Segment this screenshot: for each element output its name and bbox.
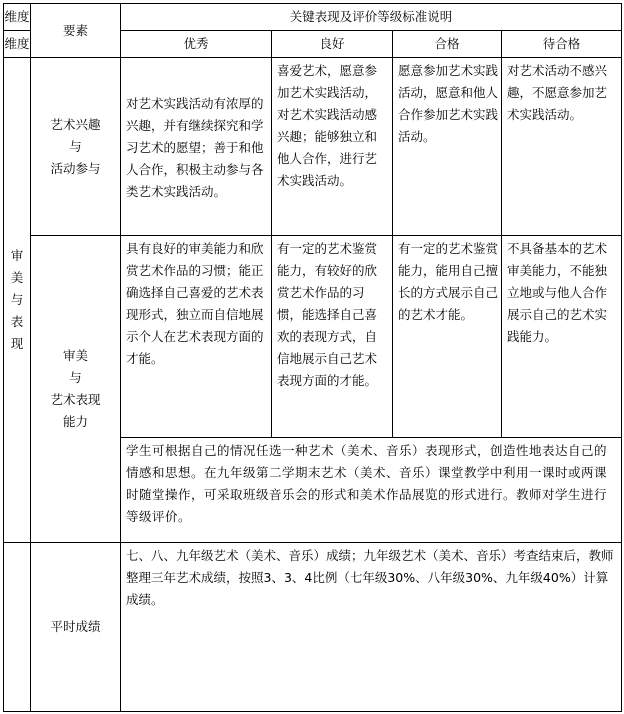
element-line: 艺术表现 <box>50 392 101 407</box>
element-line: 与 <box>69 138 82 154</box>
element-line: 艺术兴趣 <box>50 116 101 132</box>
element-line: 审美 <box>62 348 88 363</box>
dimension-char: 审 <box>10 248 24 263</box>
element-regular-grade: 平时成绩 <box>31 543 121 712</box>
header-level-excellent: 优秀 <box>121 31 272 58</box>
header-level-good: 良好 <box>272 31 393 58</box>
row-regular-grade <box>4 543 622 712</box>
assessment-note: 学生可根据自己的情况任选一种艺术（美术、音乐）表现形式，创造性地表达自己的情感和思想。在九年级第二学期末艺术（美术、音乐）课堂教学中利用一课时或两课时随堂操作，可采取班级音乐会的形式和美术作品展览的形式进行。教师对学生进行等级评价。 <box>121 438 622 543</box>
regular-grade-text: 七、八、九年级艺术（美术、音乐）成绩；九年级艺术（美术、音乐）考查结束后，教师整理三年艺术成绩，按照3、3、4比例（七年级30%、八年级30%、九年级40%）计算成绩。 <box>121 543 622 712</box>
header-row-1 <box>4 4 622 31</box>
header-dimension: 维度 <box>4 4 31 31</box>
header-dimension-cont: 维度 <box>4 31 31 58</box>
aesthetic-fail: 不具备基本的艺术审美能力，不能独立地或与他人合作展示自己的艺术实践能力。 <box>502 236 622 438</box>
element-aesthetic <box>31 236 121 543</box>
interest-excellent: 对艺术实践活动有浓厚的兴趣，并有继续探究和学习艺术的愿望；善于和他人合作，积极主动参与各类艺术实践活动。 <box>121 58 272 236</box>
row-aesthetic <box>4 236 622 438</box>
aesthetic-pass: 有一定的艺术鉴赏能力，能用自己擅长的方式展示自己的艺术才能。 <box>393 236 502 438</box>
dimension-char: 美 <box>10 270 24 285</box>
dimension-empty-cell <box>4 543 31 712</box>
dimension-char: 与 <box>10 292 24 307</box>
interest-pass: 愿意参加艺术实践活动，愿意和他人合作参加艺术实践活动。 <box>393 58 502 236</box>
dimension-char: 现 <box>10 336 24 351</box>
element-line: 活动参与 <box>50 160 101 176</box>
aesthetic-excellent: 具有良好的审美能力和欣赏艺术作品的习惯；能正确选择自己喜爱的艺术表现形式，独立而自信地展示个人在艺术表现方面的才能。 <box>121 236 272 438</box>
header-level-fail: 待合格 <box>502 31 622 58</box>
header-description-group: 关键表现及评价等级标准说明 <box>121 4 622 31</box>
interest-fail: 对艺术活动不感兴趣，不愿意参加艺术实践活动。 <box>502 58 622 236</box>
element-line: 能力 <box>62 414 88 429</box>
dimension-cell <box>4 58 31 543</box>
element-interest <box>31 58 121 236</box>
element-line: 与 <box>69 370 82 385</box>
aesthetic-good: 有一定的艺术鉴赏能力，有较好的欣赏艺术作品的习惯，能选择自己喜欢的表现方式，自信地展示自己艺术表现方面的才能。 <box>272 236 393 438</box>
row-interest <box>4 58 622 236</box>
header-element: 要素 <box>31 4 121 58</box>
dimension-char: 表 <box>10 314 24 329</box>
interest-good: 喜爱艺术，愿意参加艺术实践活动，对艺术实践活动感兴趣；能够独立和他人合作，进行艺术实践活动。 <box>272 58 393 236</box>
header-level-pass: 合格 <box>393 31 502 58</box>
evaluation-table <box>3 3 622 712</box>
